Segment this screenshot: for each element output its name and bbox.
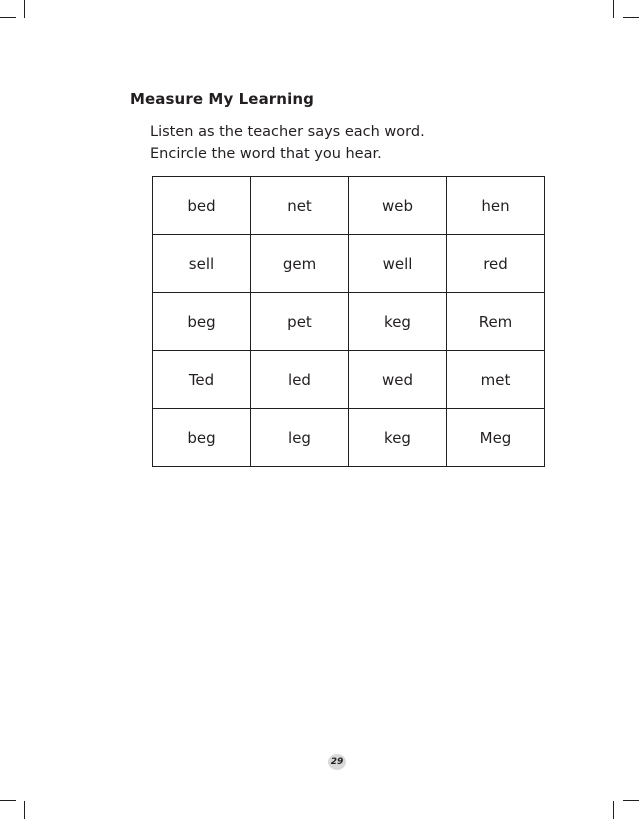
word-cell[interactable]: web — [349, 177, 447, 235]
table-row — [153, 409, 545, 467]
word-cell[interactable]: Rem — [447, 293, 545, 351]
table-row — [153, 293, 545, 351]
word-cell[interactable]: gem — [251, 235, 349, 293]
section-heading: Measure My Learning — [130, 90, 314, 108]
word-cell[interactable]: beg — [153, 293, 251, 351]
word-cell[interactable]: Meg — [447, 409, 545, 467]
word-cell[interactable]: leg — [251, 409, 349, 467]
word-cell[interactable]: keg — [349, 293, 447, 351]
crop-mark-bottom-right-v — [613, 801, 614, 819]
instruction-line: Encircle the word that you hear. — [150, 146, 382, 162]
word-cell[interactable]: keg — [349, 409, 447, 467]
word-cell[interactable]: pet — [251, 293, 349, 351]
word-cell[interactable]: met — [447, 351, 545, 409]
word-cell[interactable]: beg — [153, 409, 251, 467]
word-cell[interactable]: bed — [153, 177, 251, 235]
page-number: 29 — [328, 754, 346, 770]
word-cell[interactable]: hen — [447, 177, 545, 235]
word-cell[interactable]: net — [251, 177, 349, 235]
crop-mark-top-left-h — [0, 17, 16, 18]
table-row — [153, 351, 545, 409]
crop-mark-bottom-left-h — [0, 800, 16, 801]
crop-mark-top-right-h — [623, 17, 639, 18]
word-cell[interactable]: Ted — [153, 351, 251, 409]
table-row — [153, 177, 545, 235]
crop-mark-bottom-left-v — [24, 801, 25, 819]
instructions — [150, 121, 425, 165]
word-table — [152, 176, 545, 467]
crop-mark-bottom-right-h — [623, 800, 639, 801]
instruction-line: Listen as the teacher says each word. — [150, 124, 425, 140]
table-row — [153, 235, 545, 293]
word-cell[interactable]: sell — [153, 235, 251, 293]
crop-mark-top-right-v — [613, 0, 614, 18]
crop-mark-top-left-v — [24, 0, 25, 18]
word-cell[interactable]: well — [349, 235, 447, 293]
word-cell[interactable]: red — [447, 235, 545, 293]
word-cell[interactable]: wed — [349, 351, 447, 409]
word-cell[interactable]: led — [251, 351, 349, 409]
